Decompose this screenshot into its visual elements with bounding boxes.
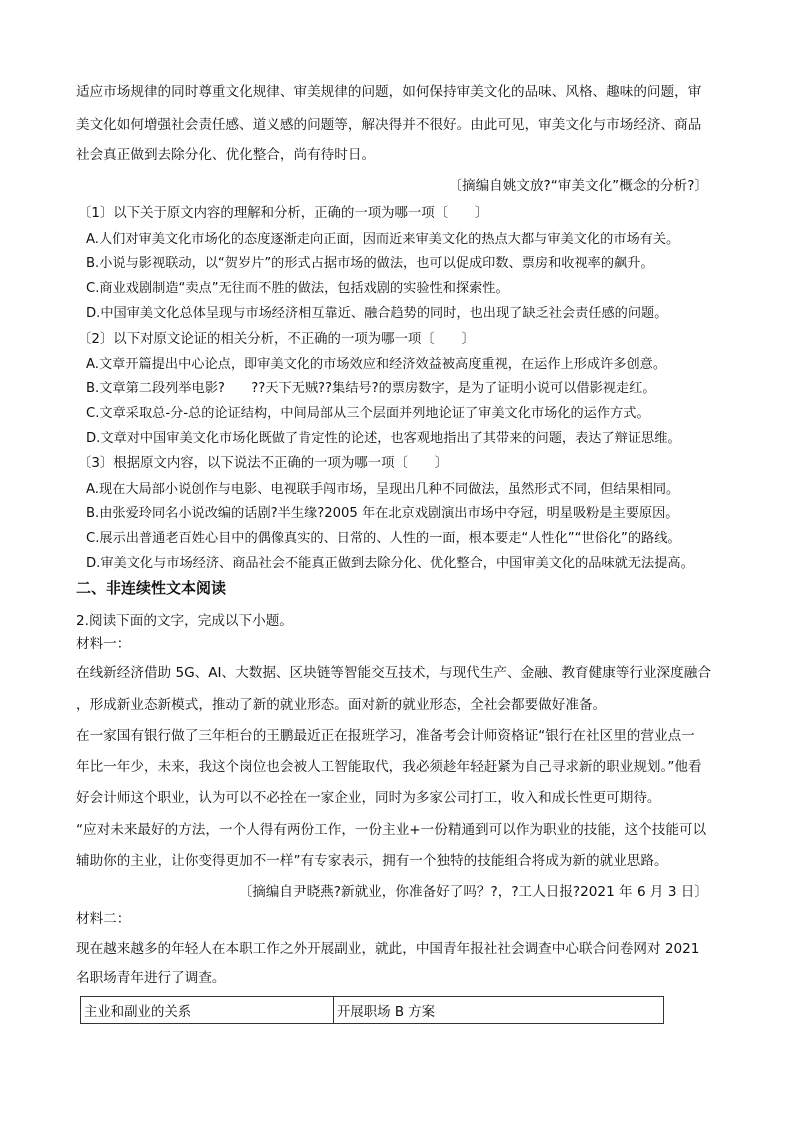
passage-source: 〔摘编自姚文放?“审美文化”概念的分析?〕 xyxy=(448,178,708,194)
question-3-option-a: A.现在大局部小说创作与电影、电视联手闯市场，呈现出几种不同做法，虽然形式不同，但结果相同。 xyxy=(86,482,680,497)
question-2-option-c: C.文章采取总-分-总的论证结构，中间局部从三个层面并列地论证了审美文化市场化的运作方式。 xyxy=(86,406,650,421)
question-1-stem: 〔1〕以下关于原文内容的理解和分析，正确的一项为哪一项〔 〕 xyxy=(78,206,489,221)
material-2-label: 材料二： xyxy=(76,911,131,927)
material-1-line: 在一家国有银行做了三年柜台的王鹏最近正在报班学习，准备考会计师资格证“银行在社区里的营业点一 xyxy=(76,728,695,744)
question-2-option-a: A.文章开篇提出中心论点，即审美文化的市场效应和经济效益被高度重视，在运作上形成许多创意。 xyxy=(86,357,667,372)
section-2-intro: 2.阅读下面的文字，完成以下小题。 xyxy=(76,613,293,629)
material-1-label: 材料一： xyxy=(76,636,131,652)
table-header-cell: 开展职场 B 方案 xyxy=(334,997,664,1024)
section-2-heading: 二、非连续性文本阅读 xyxy=(76,579,227,597)
question-3-option-d: D.审美文化与市场经济、商品社会不能真正做到去除分化、优化整合，中国审美文化的品味就无法提高。 xyxy=(86,556,694,571)
passage-line: 社会真正做到去除分化、优化整合，尚有待时日。 xyxy=(76,147,376,163)
question-1-option-c: C.商业戏剧制造“卖点”无往而不胜的做法，包括戏剧的实验性和探索性。 xyxy=(86,281,509,296)
survey-table xyxy=(80,996,664,1024)
material-1-line: 在线新经济借助 5G、AI、大数据、区块链等智能交互技术，与现代生产、金融、教育健康等行业深度融合 xyxy=(76,665,711,681)
question-2-stem: 〔2〕以下对原文论证的相关分析，不正确的一项为哪一项〔 〕 xyxy=(78,332,475,347)
material-1-line: “应对未来最好的方法，一个人得有两份工作，一份主业+一份精通到可以作为职业的技能，这个技能可以 xyxy=(76,822,707,838)
question-3-option-c: C.展示出普通老百姓心目中的偶像真实的、日常的、人性的一面，根本要走“人性化”“世俗化”的路线。 xyxy=(86,531,681,546)
question-3-stem: 〔3〕根据原文内容，以下说法不正确的一项为哪一项〔 〕 xyxy=(78,456,449,471)
table-row xyxy=(81,997,664,1024)
passage-line: 适应市场规律的同时尊重文化规律、审美规律的问题，如何保持审美文化的品味、风格、趣味的问题，审 xyxy=(76,84,702,100)
material-2-line: 现在越来越多的年轻人在本职工作之外开展副业，就此，中国青年报社社会调查中心联合问卷网对 2021 xyxy=(76,941,700,957)
material-1-source: 〔摘编自尹晓燕?新就业，你准备好了吗？?，?工人日报?2021 年 6 月 3 日〕 xyxy=(238,884,708,900)
question-3-option-b: B.由张爱玲同名小说改编的话剧?半生缘?2005 年在北京戏剧演出市场中夺冠，明星吸粉是主要原因。 xyxy=(86,506,679,521)
question-2-option-b: B.文章第二段列举电影? ??天下无贼??集结号?的票房数字，是为了证明小说可以借影视走红。 xyxy=(86,381,656,396)
question-2-option-d: D.文章对中国审美文化市场化既做了肯定性的论述，也客观地指出了其带来的问题，表达了辩证思维。 xyxy=(86,431,681,446)
material-2-line: 名职场青年进行了调查。 xyxy=(76,970,226,986)
table-header-cell: 主业和副业的关系 xyxy=(81,997,334,1024)
passage-line: 美文化如何增强社会责任感、道义感的问题等，解决得并不很好。由此可见，审美文化与市场经济、商品 xyxy=(76,117,702,133)
question-1-option-d: D.中国审美文化总体呈现与市场经济相互靠近、融合趋势的同时，也出现了缺乏社会责任感的问题。 xyxy=(86,306,668,321)
material-1-line: 好会计师这个职业，认为可以不必拴在一家企业，同时为多家公司打工，收入和成长性更可期待。 xyxy=(76,790,661,806)
material-1-line: ，形成新业态新模式，推动了新的就业形态。面对新的就业形态，全社会都要做好准备。 xyxy=(76,697,607,713)
material-1-line: 年比一年少，未来，我这个岗位也会被人工智能取代，我必须趁年轻赶紧为自己寻求新的职业规划。”他看 xyxy=(76,759,702,775)
question-1-option-a: A.人们对审美文化市场化的态度逐渐走向正面，因而近来审美文化的热点大都与审美文化的市场有关。 xyxy=(86,232,680,247)
material-1-line: 辅助你的主业，让你变得更加不一样”有专家表示，拥有一个独特的技能组合将成为新的就业思路。 xyxy=(76,853,668,869)
question-1-option-b: B.小说与影视联动，以“贺岁片”的形式占据市场的做法，也可以促成印数、票房和收视率的飙升。 xyxy=(86,256,654,271)
